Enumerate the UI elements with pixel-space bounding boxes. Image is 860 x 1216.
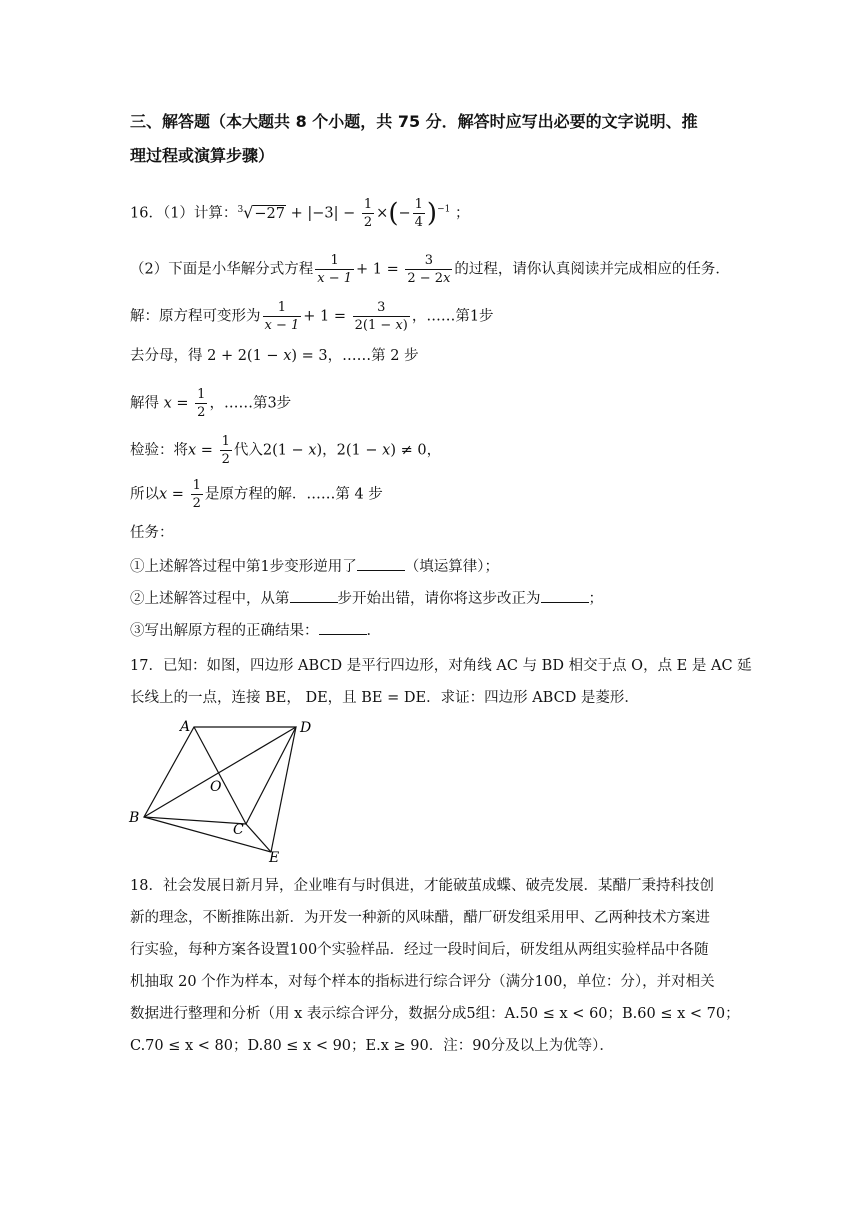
x-half-frac: $\frac{1}{2}$: [197, 387, 206, 420]
task1-text: ①上述解答过程中第1步变形逆用了: [130, 559, 357, 575]
step1-label: ，……第1步: [411, 308, 494, 325]
solution-step1: 解：原方程可变形为 $\frac{1}{x - 1}$ + 1 = $\frac{3}{2(1 - x)}$ ，……第1步: [130, 300, 494, 333]
step2-label: ，……第 2 步: [327, 348, 419, 364]
check-mid: 代入: [233, 442, 263, 459]
step3-label: ，……第3步: [209, 395, 292, 412]
q18-line2: 新的理念，不断推陈出新．为开发一种新的风味醋，醋厂研发组采用甲、乙两种技术方案进: [130, 910, 710, 926]
solution-step2: 去分母，得 2 + 2(1 − x) = 3，……第 2 步: [130, 348, 419, 364]
frac-one-half: $\frac{1}{2}$: [363, 197, 373, 230]
task1-blank: [357, 556, 405, 571]
task1-note: （填运算律）；: [404, 559, 499, 575]
task2-text2: 步开始出错，请你将这步改正为: [337, 591, 541, 607]
task2-blank-step: [290, 588, 338, 603]
q16-part2-suffix: 的过程，请你认真阅读并完成相应的任务．: [454, 261, 730, 278]
label-o: O: [210, 779, 222, 795]
task2-blank-fix: [541, 588, 589, 603]
q17-line2: 长线上的一点，连接 BE， DE，且 BE = DE．求证：四边形 ABCD 是菱形．: [130, 690, 639, 706]
q16-part1-suffix: ；: [454, 205, 470, 222]
sol-prefix: 解：原方程可变形为: [130, 308, 261, 325]
label-b: B: [129, 810, 140, 826]
q18-line4: 机抽取 20 个作为样本，对每个样本的指标进行综合评分（满分100，单位：分），并对相关: [130, 974, 715, 990]
parallelogram-figure: [126, 714, 326, 864]
label-c: C: [233, 822, 244, 838]
section-title-line2: 理过程或演算步骤）: [130, 146, 275, 165]
q16-part1: 16．（1）计算：$^3$√−27 + |−3| − $\frac{1}{2}$ ×(− $\frac{1}{4}$ )$^{-1}$ ；: [130, 197, 470, 230]
task3: [130, 620, 381, 641]
cube-root: $^3$√−27: [237, 202, 285, 222]
frac-one-quarter: $\frac{1}{4}$: [414, 197, 423, 230]
q17-line1: 17．已知：如图，四边形 ABCD 是平行四边形，对角线 AC 与 BD 相交于点 O，点 E 是 AC 延: [130, 658, 752, 674]
q18-line1: 18．社会发展日新月异，企业唯有与时俱进，才能破茧成蝶、破壳发展．某醋厂秉持科技创: [130, 878, 714, 894]
so-x-frac: $\frac{1}{2}$: [192, 478, 201, 511]
task2-text: ②上述解答过程中，从第: [130, 591, 290, 607]
task3-end: ．: [366, 623, 381, 639]
tasks-label: 任务：: [130, 525, 174, 541]
check-end: ，: [426, 442, 442, 459]
segment-ce: [246, 824, 271, 852]
segment-de: [271, 727, 296, 852]
step1-lhs-frac: $\frac{1}{x - 1}$: [264, 300, 300, 333]
label-a: A: [180, 719, 191, 735]
diagonal-ac: [194, 727, 246, 824]
solve-prefix: 解得: [130, 395, 159, 412]
label-d: D: [300, 720, 312, 736]
check-x-frac: $\frac{1}{2}$: [221, 434, 230, 467]
equation-lhs-frac: $\frac{1}{x - 1}$: [317, 253, 352, 286]
so-suffix: 是原方程的解．……第 4 步: [204, 486, 383, 503]
solution-check: 检验：将x = $\frac{1}{2}$ 代入2(1 − x)，2(1 − x) ≠ 0，: [130, 434, 442, 467]
q18-line5: 数据进行整理和分析（用 x 表示综合评分，数据分成5组：A.50 ≤ x < 60；B.60 ≤ x < 70；: [130, 1006, 740, 1022]
task2-end: ；: [588, 591, 603, 607]
segment-be: [144, 817, 271, 852]
q16-part2-prefix: （2）下面是小华解分式方程: [130, 261, 314, 278]
equation-rhs-frac: $\frac{3}{2 - 2x}$: [407, 253, 451, 286]
section-title-line1: 三、解答题（本大题共 8 个小题，共 75 分．解答时应写出必要的文字说明、推: [130, 112, 698, 131]
check-prefix: 检验：将: [130, 442, 188, 459]
q16-part2: （2）下面是小华解分式方程 $\frac{1}{x - 1}$ + 1 = $\frac{3}{2 - 2x}$ 的过程，请你认真阅读并完成相应的任务．: [130, 253, 730, 286]
task1: [130, 556, 499, 577]
task3-blank: [319, 620, 367, 635]
clear-prefix: 去分母，得: [130, 348, 203, 364]
so-prefix: 所以: [130, 486, 159, 503]
task2: [130, 588, 603, 609]
task3-text: ③写出解原方程的正确结果：: [130, 623, 319, 639]
solution-step4: 所以x = $\frac{1}{2}$ 是原方程的解．……第 4 步: [130, 478, 383, 511]
label-e: E: [269, 850, 280, 864]
solution-step3: 解得 x = $\frac{1}{2}$ ，……第3步: [130, 387, 292, 420]
q18-line3: 行实验，每种方案各设置100个实验样品．经过一段时间后，研发组从两组实验样品中各随: [130, 942, 709, 958]
q16-part1-prefix: 16．（1）计算：: [130, 205, 238, 222]
step1-rhs-frac: $\frac{3}{2(1 - x)}$: [354, 300, 408, 333]
q18-line6: C.70 ≤ x < 80；D.80 ≤ x < 90；E.x ≥ 90．注：90分及以上为优等）．: [130, 1038, 614, 1054]
